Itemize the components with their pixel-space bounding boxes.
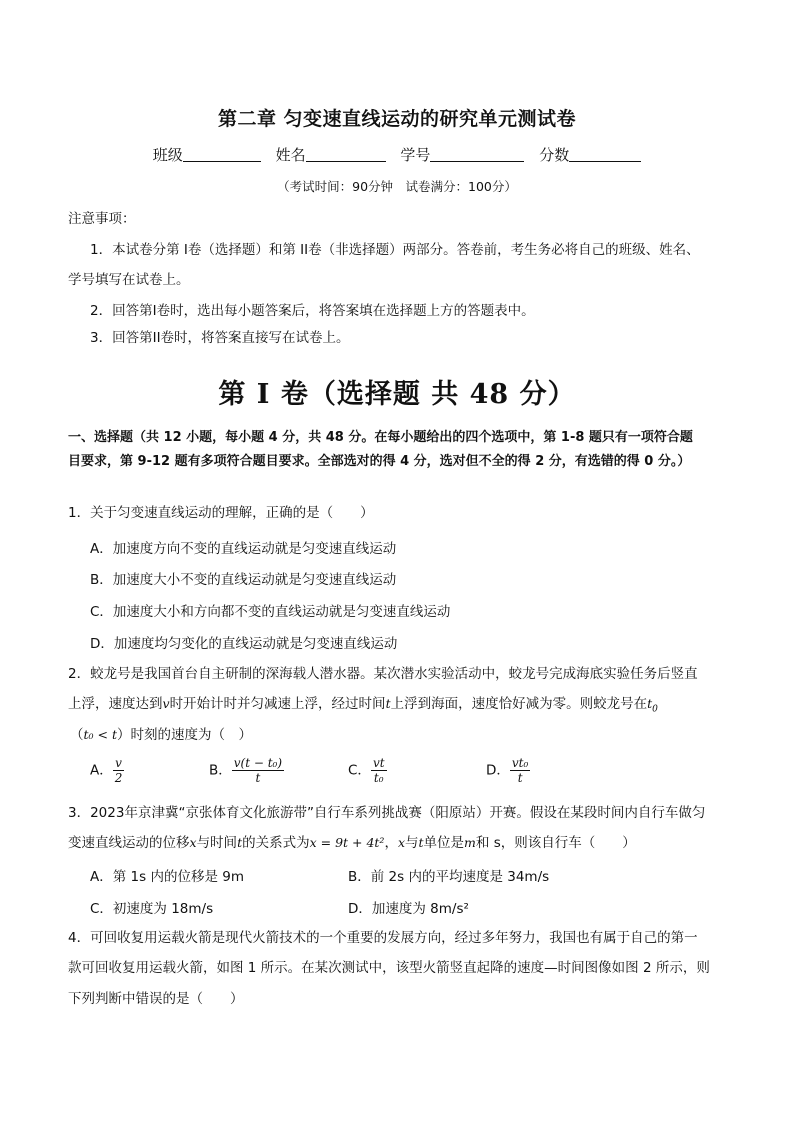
notice-item-3: 3．回答第II卷时，将答案直接写在试卷上。 — [90, 330, 350, 346]
student-id-blank[interactable] — [430, 147, 524, 162]
q1-option-c[interactable]: C．加速度大小和方向都不变的直线运动就是匀变速直线运动 — [90, 604, 451, 620]
q1-stem: 1．关于匀变速直线运动的理解，正确的是（ ） — [68, 505, 374, 521]
notice-item-1-cont: 学号填写在试卷上。 — [68, 272, 190, 288]
q3-line-1: 3．2023年京津冀“京张体育文化旅游带”自行车系列挑战赛（阳原站）开赛。假设在某段时间内自行车做匀 — [68, 805, 706, 821]
q4-line-3: 下列判断中错误的是（ ） — [68, 991, 244, 1007]
notice-item-2: 2．回答第Ⅰ卷时，选出每小题答案后，将答案填在选择题上方的答题表中。 — [90, 303, 535, 319]
score-label: 分数 — [539, 146, 570, 164]
fraction: $\frac{v}{2}$ — [114, 756, 123, 785]
q2-option-b[interactable]: B． $\frac{\text{v(t − t₀)}}{t}$ — [209, 756, 283, 785]
symbol-v: v — [162, 696, 170, 711]
q4-line-1: 4．可回收复用运载火箭是现代火箭技术的一个重要的发展方向，经过多年努力，我国也有属于自己的第一 — [68, 930, 698, 946]
q3-line-2: 变速直线运动的位移x与时间t的关系式为x = 9t + 4t²，x与t单位是m和 s，则该自行车（ ） — [68, 835, 636, 851]
class-label: 班级 — [152, 146, 183, 164]
q1-option-d[interactable]: D．加速度均匀变化的直线运动就是匀变速直线运动 — [90, 636, 398, 652]
q2-option-c[interactable]: C． $\frac{vt}{\text{t₀}}$ — [348, 756, 385, 785]
q3-option-b[interactable]: B．前 2s 内的平均速度是 34m/s — [348, 869, 550, 885]
student-info-row — [0, 144, 794, 165]
q1-option-a[interactable]: A．加速度方向不变的直线运动就是匀变速直线运动 — [90, 541, 397, 557]
page-title: 第二章 匀变速直线运动的研究单元测试卷 — [217, 108, 577, 130]
time-condition: t₀ < t — [83, 727, 117, 742]
displacement-formula: x = 9t + 4t² — [309, 835, 385, 850]
notice-item-1: 1．本试卷分第 I卷（选择题）和第 II卷（非选择题）两部分。答卷前，考生务必将自己的班级、姓名、 — [90, 242, 700, 258]
fraction: $\frac{vt}{\text{t₀}}$ — [372, 756, 385, 785]
part-instructions-line-1: 一、选择题（共 12 小题，每小题 4 分，共 48 分。在每小题给出的四个选项中，第 1-8 题只有一项符合题 — [68, 430, 693, 445]
part-instructions-line-2: 目要求，第 9-12 题有多项符合题目要求。全部选对的得 4 分，选对但不全的得 2 分，有选错的得 0 分。） — [68, 454, 691, 469]
q2-line-2: 上浮，速度达到v时开始计时并匀减速上浮，经过时间t上浮到海面，速度恰好减为零。则蛟龙号在$t_0$ — [68, 696, 658, 715]
symbol-t: t — [385, 696, 391, 711]
q3-option-d[interactable]: D．加速度为 8m/s² — [348, 901, 469, 917]
q3-option-c[interactable]: C．初速度为 18m/s — [90, 901, 214, 917]
q3-option-a[interactable]: A．第 1s 内的位移是 9m — [90, 869, 244, 885]
class-blank[interactable] — [183, 147, 261, 162]
q2-option-a[interactable]: A． $\frac{v}{2}$ — [90, 756, 123, 785]
q2-line-1: 2．蛟龙号是我国首台自主研制的深海载人潜水器。某次潜水实验活动中，蛟龙号完成海底实验任务后竖直 — [68, 666, 698, 682]
q1-option-b[interactable]: B．加速度大小不变的直线运动就是匀变速直线运动 — [90, 572, 397, 588]
fraction: $\frac{\text{v(t − t₀)}}{t}$ — [233, 756, 283, 785]
score-blank[interactable] — [569, 147, 641, 162]
student-id-label: 学号 — [400, 146, 431, 164]
q2-line-3: （t₀ < t）时刻的速度为（ ） — [70, 727, 252, 743]
notice-heading: 注意事项： — [68, 211, 136, 227]
symbol-t0: $t_0$ — [647, 696, 658, 715]
section-title: 第 I 卷（选择题 共 48 分） — [218, 379, 576, 410]
q2-option-d[interactable]: D． $\frac{\text{vt₀}}{t}$ — [486, 756, 529, 785]
fraction: $\frac{\text{vt₀}}{t}$ — [511, 756, 529, 785]
name-blank[interactable] — [306, 147, 386, 162]
name-label: 姓名 — [275, 146, 306, 164]
exam-time-note: （考试时间：90分钟 试卷满分：100分） — [277, 179, 517, 194]
q4-line-2: 款可回收复用运载火箭，如图 1 所示。在某次测试中，该型火箭竖直起降的速度—时间图像如图 2 所示，则 — [68, 960, 710, 976]
